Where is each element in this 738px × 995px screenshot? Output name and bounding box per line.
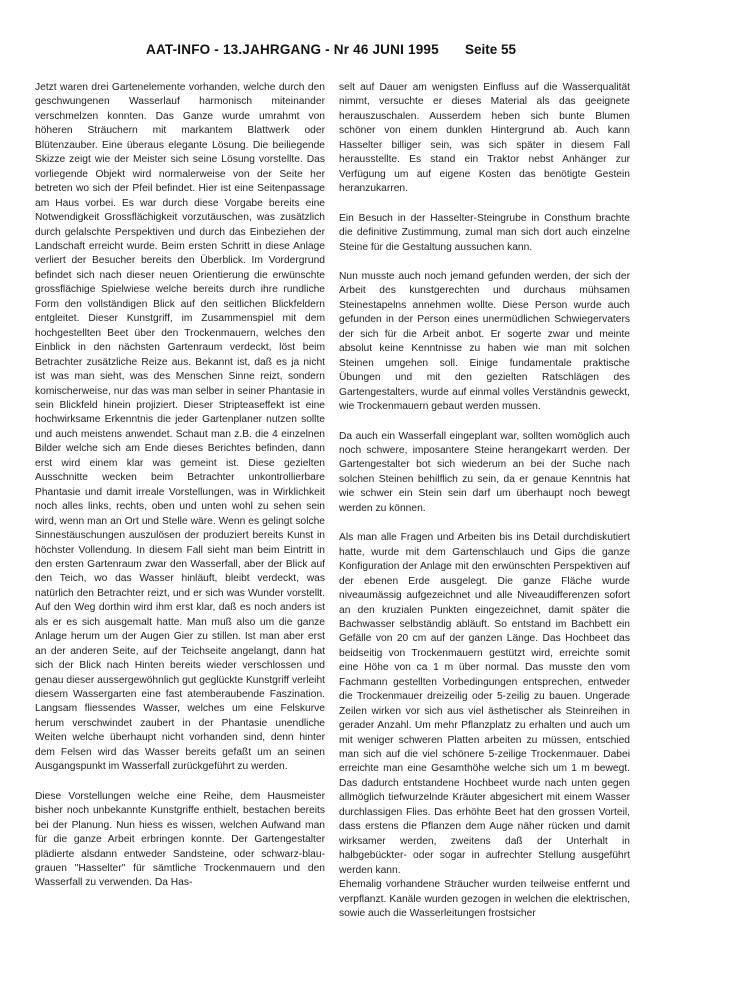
paragraph-right-1: selt auf Dauer am wenigsten Einfluss auf die Wasserqualität nimmt, versuchte er dieses Material als das geeignete herauszuschalen. Ausserdem heben sich bunte Blumen schöner von einem dunklen Hintergrund ab. Auch kann Hasselter billiger sein, was sich später in diesem Fall herausstellte. Es stand ein Traktor nebst Anhänger zur Verfügung um auf eigene Kosten das benötigte Gestein heranzukarren. — [339, 82, 630, 195]
paragraph-right-6: Ehemalig vorhandene Sträucher wurden teilweise entfernt und verpflanzt. Kanäle wurden gezogen in welchen die elektrischen, sowie auch die Wasserleitungen frostsicher — [339, 879, 630, 920]
paragraph-left-1: Jetzt waren drei Gartenelemente vorhanden, welche durch den geschwungenen Wasserlauf harmonisch miteinander verschmelzen konnten. Das Ganze wurde umrahmt von höheren Sträuchern mit markantem Blattwerk oder Blütenzauber. Eine überaus elegante Lösung. Die beiliegende Skizze zeigt wie der Meister sich seine Lösung vorstellte. Das vorliegende Objekt wird normalerweise von der Seite her betreten wo sich der Pfeil befindet. Hier ist eine Seitenpassage am Haus vorbei. Es war durch diese Vorgabe bereits eine Notwendigkeit Grossflächigkeit vorzutäuschen, was zusätzlich durch gelalschte Perspektiven und durch das Einbeziehen der Landschaft erreicht wurde. Beim ersten Schritt in diese Anlage verliert der Besucher bereits den Überblick. Im Vordergrund befindet sich nach dieser neuen Orientierung die erwünschte grossflächige Spielwiese welche bereits durch ihre rundliche Form den vollständigen Blick auf den seitlichen Blickfeldern entgleitet. Dieser Kunstgriff, im Zusammenspiel mit dem hochgestellten Beet über den Trockenmauern, welches den Einblick in den nächsten Gartenraum verdeckt, löst beim Betrachter zusätzliche Reize aus. Bekannt ist, daß es ja nicht ist was man sieht, was des Menschen Sinne reizt, sondern komischerweise, nur das was man selber in seiner Phantasie in sein Blickfeld hinein projiziert. Dieser Stripteaseffekt ist eine hochwirksame Erkenntnis die jeder Gartenplaner nutzen sollte und auch meistens anwendet. Schaut man z.B. die 4 einzelnen Bilder welche sich am Ende dieses Berichtes befinden, dann erst wird einem klar was gemeint ist. Diese gezielten Ausschnitte wecken beim Betrachter unkontrollierbare Phantasie und damit irreale Vorstellungen, was in Wirklichkeit noch alles links, rechts, oben und unten wohl zu sehen sein wird, wenn man an Ort und Stelle wäre. Wenn es gelingt solche Sinnestäuschungen auszulösen der produziert bereits Kunst in höchster Vollendung. In diesem Fall sieht man beim Eintritt in den ersten Gartenraum zwar den Wasserfall, aber der Blick auf den Teich, wo das Wasser hinläuft, bleibt verdeckt, was natürlich den Betrachter reizt, und er sich was Wunder vorstellt. Auf den Weg dorthin wird ihm erst klar, daß es noch anders ist als er es sich ausgemalt hatte. Man muß also um die ganze Anlage herum um der Augen Gier zu stillen. Ist man aber erst an der anderen Seite, auf der Teichseite angelangt, dann hat sich der Blick nach Hinten bereits wieder verschlossen und genau dieser aussergewöhnlich gut geglückte Kunstgriff verleiht diesem Wassergarten eine fast atemberaubende Faszination. Langsam fliessendes Wasser, welches um eine Felskurve herum verschwindet zaubert in der Phantasie unendliche Weiten welche überhaupt nicht vorhanden sind, denn hinter dem Felsen wird das Wasser bereits gefaßt um an seinen Ausgangspunkt im Wasserfall zurückgeführt zu werden. — [35, 82, 325, 773]
paragraph-right-2: Ein Besuch in der Hasselter-Steingrube in Consthum brachte die definitive Zustimmung, zumal man sich dort auch einzelne Steine für die Gestaltung aussuchen kann. — [339, 212, 630, 253]
paragraph-right-5: Als man alle Fragen und Arbeiten bis ins Detail durchdiskutiert hatte, wurde mit dem Gartenschlauch und Gips die ganze Konfiguration der Anlage mit den erwünschten Perspektiven auf der ebenen Erde ausgelegt. Die ganze Fläche wurde niveaumässig aufgezeichnet und alle Niveaudifferenzen sofort an den kruzialen Punkten eingezeichnet, damit später die Bachwasser selbständig abläuft. So entstand im Bachbett ein Gefälle von 20 cm auf der ganzen Länge. Das Hochbeet das beidseitig von Trockenmauern gestützt wird, erreichte somit eine Höhe von ca 1 m über normal. Das musste den vom Fachmann gestellten Vorbedingungen entsprechen, entweder die Trockenmauer dreizeilig oder 5-zeilig zu bauen. Ungerade Zeilen wirken vor sich aus viel ästhetischer als Steinreihen in gerader Anzahl. Um mehr Pflanzplatz zu erhalten und auch um mit weniger schweren Platten arbeiten zu müssen, entschied man sich auf die viel schönere 5-zeilige Trockenmauer. Dabei erreichte man eine Gesamthöhe welche sich um 1 m bewegt. Das dadurch entstandene Hochbeet wurde nach unten gegen allmöglich tiefwurzelnde Kräuter abgesichert mit einem Wasser durchlassigen Flies. Das erhöhte Beet hat den grossen Vorteil, dass erstens die Pflanzen dem Auge näher rücken und damit wirksamer werden, zweitens daß der Unterhalt in halbgebückter- oder sogar in aufrechter Stellung ausgeführt werden kann. — [339, 532, 630, 876]
right-column — [339, 81, 630, 921]
paragraph-right-3: Nun musste auch noch jemand gefunden werden, der sich der Arbeit des kunstgerechten und durchaus mühsamen Steinestapelns annehmen wollte. Diese Person wurde auch gefunden in der Person eines unermüdlichen Schwiegervaters der sich für die Arbeit anbot. Er sogerte zwar und meinte absolut keine Kenntnisse zu haben wie man mit solchen Steinen umgehen soll. Einige fundamentale praktische Übungen und mit den gezielten Ratschlägen des Gartengestalters, wurde auf einmal volles Verständnis geweckt, wie Trockenmauern gebaut werden mussen. — [339, 270, 630, 413]
paragraph-left-2: Diese Vorstellungen welche eine Reihe, dem Hausmeister bisher noch unbekannte Kunstgriffe enthielt, bestachen bereits bei der Planung. Nun hiess es wissen, welchen Aufwand man für die ganze Arbeit erbringen konnte. Der Gartengestalter plädierte alsdann entweder Sandsteine, oder schwarz-blau-grauen "Hasselter" für sämtliche Trockenmauern und den Wasserfall zu verwenden. Da Has- — [35, 790, 325, 889]
left-column — [35, 81, 325, 891]
page-header — [0, 42, 738, 64]
journal-title: AAT-INFO - 13.JAHRGANG - Nr 46 JUNI 1995 — [146, 42, 439, 57]
paragraph-right-4: Da auch ein Wasserfall eingeplant war, sollten womöglich auch noch schwere, imposantere Steine herangekarrt werden. Der Gartengestalter bot sich wiederum an bei der Suche nach solchen Steinen behilflich zu sein, da er genaue Kenntnis hat wie schwer ein Stein sein darf um überhaupt noch bewegt werden zu können. — [339, 430, 630, 514]
page-number: Seite 55 — [465, 42, 517, 57]
